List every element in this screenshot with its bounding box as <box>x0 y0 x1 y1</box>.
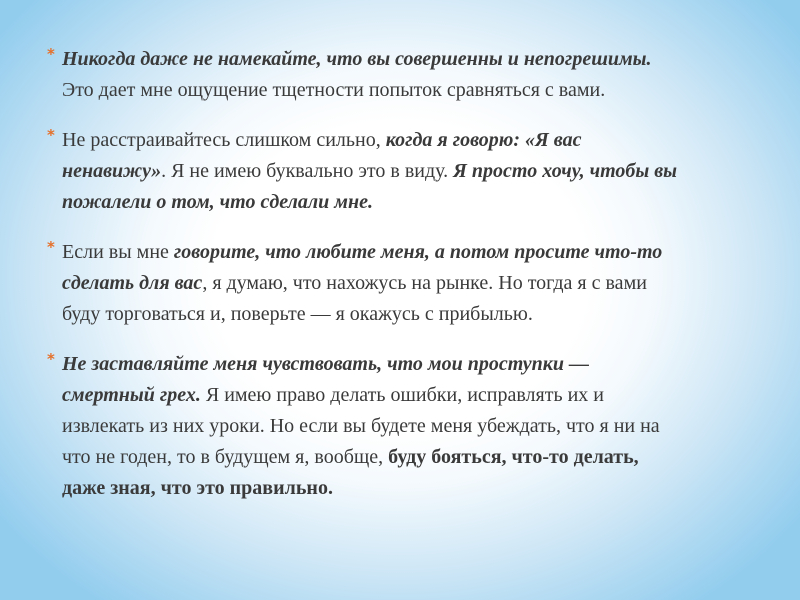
emphasis-text: Я просто хочу, чтобы вы <box>453 160 678 182</box>
asterisk-bullet-icon: * <box>47 350 55 368</box>
text-line <box>62 187 747 218</box>
bullet-item <box>47 125 747 218</box>
text-line <box>62 156 747 187</box>
bold-text: буду бояться, что-то делать, <box>388 446 639 468</box>
text-line <box>62 380 747 411</box>
emphasis-text: говорите, что любите меня, а потом просите что-то <box>173 241 663 263</box>
asterisk-bullet-icon: * <box>47 45 55 63</box>
slide-content <box>47 44 747 523</box>
bullet-item <box>47 349 747 504</box>
bullet-item <box>47 237 747 330</box>
body-text: Я имею право делать ошибки, исправлять их и <box>200 384 605 406</box>
text-line <box>62 75 747 106</box>
emphasis-text: когда я говорю: «Я вас <box>385 129 582 151</box>
bullet-item <box>47 44 747 106</box>
emphasis-text: сделать для вас <box>62 272 203 294</box>
asterisk-bullet-icon: * <box>47 238 55 256</box>
body-text: извлекать из них уроки. Но если вы будете меня убеждать, что я ни на <box>62 415 660 437</box>
text-line <box>62 237 747 268</box>
body-text: Это дает мне ощущение тщетности попыток сравняться с вами. <box>62 79 606 101</box>
body-text: , я думаю, что нахожусь на рынке. Но тогда я с вами <box>202 272 647 294</box>
text-line <box>62 268 747 299</box>
emphasis-text: Никогда даже не намекайте, что вы совершенны и непогрешимы. <box>62 48 652 70</box>
body-text: Не расстраивайтесь слишком сильно, <box>62 129 386 151</box>
body-text: буду торговаться и, поверьте — я окажусь с прибылью. <box>62 303 533 325</box>
emphasis-text: пожалели о том, что сделали мне. <box>62 191 373 213</box>
text-line <box>62 125 747 156</box>
text-line <box>62 44 747 75</box>
bold-text: даже зная, что это правильно. <box>62 477 333 499</box>
text-line <box>62 442 747 473</box>
body-text: Если вы мне <box>62 241 174 263</box>
text-line <box>62 411 747 442</box>
text-line <box>62 299 747 330</box>
text-line <box>62 349 747 380</box>
asterisk-bullet-icon: * <box>47 126 55 144</box>
emphasis-text: ненавижу» <box>62 160 162 182</box>
emphasis-text: Не заставляйте меня чувствовать, что мои проступки — <box>62 353 590 375</box>
body-text: что не годен, то в будущем я, вообще, <box>62 446 389 468</box>
text-line <box>62 473 747 504</box>
body-text: . Я не имею буквально это в виду. <box>161 160 454 182</box>
emphasis-text: смертный грех. <box>62 384 201 406</box>
